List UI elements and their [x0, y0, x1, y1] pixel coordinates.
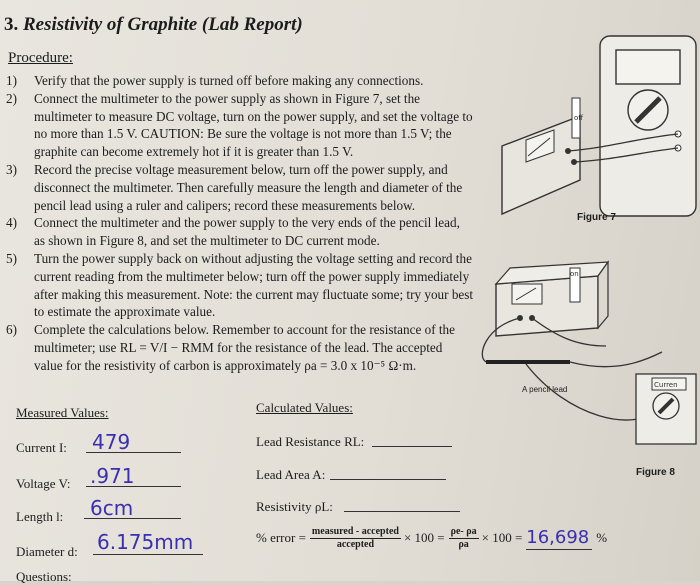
resistance-label: Lead Resistance RL:	[256, 434, 365, 449]
calculated-values-heading: Calculated Values:	[256, 400, 353, 415]
questions-heading: Questions:	[16, 569, 72, 584]
svg-text:Curren: Curren	[654, 381, 678, 389]
power-supply-body	[502, 116, 580, 214]
step-3: 3) Record the precise voltage measurement below, turn off the power supply, and disconnect the multimeter. Then carefully measure the length and diameter of the pencil lead using a ruler and calipers; record these measurements below.	[6, 161, 463, 213]
figure-8-diagram	[466, 256, 700, 456]
figure-7-diagram	[478, 28, 700, 228]
voltage-value: .971	[90, 464, 135, 488]
svg-text:on: on	[570, 270, 579, 278]
measured-values-heading: Measured Values:	[16, 405, 109, 420]
length-label: Length l:	[16, 509, 64, 524]
percent-error-field[interactable]	[526, 527, 592, 550]
length-field[interactable]	[84, 496, 181, 519]
multimeter-display	[616, 50, 680, 84]
figure-7-caption: Figure 7	[577, 212, 616, 223]
area-field[interactable]	[330, 465, 446, 480]
current-label: Current I:	[16, 440, 67, 455]
step-6: 6) Complete the calculations below. Remember to account for the resistance of the multimeter; use RL = V/I − RMM for the resistance of the lead. The accepted value for the resistivity of carbon is approximately ρa = 3.0 x 10⁻⁵ Ω·m.	[6, 322, 455, 373]
percent-error-value: 16,698	[526, 526, 590, 548]
diameter-value: 6.175mm	[97, 530, 194, 554]
step-4: 4) Connect the multimeter and the power supply to the very ends of the pencil lead, as shown in Figure 8, and set the multimeter to DC current mode.	[6, 215, 460, 249]
figure-8-caption: Figure 8	[636, 467, 675, 478]
resistance-field[interactable]	[372, 432, 452, 447]
pencil-lead	[486, 360, 570, 364]
step-2: 2) Connect the multimeter to the power supply as shown in Figure 7, set the multimeter to measure DC voltage, turn on the power supply, and set the voltage to no more than 1.5 V. CAUTION: Be sure the voltage is not more than 1.5 V; the graphite can become extremely hot if it is greater than 1.5 V.	[6, 90, 473, 160]
step-1: 1) Verify that the power supply is turned off before making any connections.	[6, 73, 424, 88]
fraction-rho: $\frac{\rho e- \rho a}{\rho a}$	[450, 525, 477, 550]
current-field[interactable]	[86, 430, 181, 453]
procedure-steps	[4, 72, 474, 375]
page-title: 3. Resistivity of Graphite (Lab Report)	[4, 14, 303, 35]
percent-error-formula: % error = $\frac{\text{measured - accepted}}{\text{accepted}}$ × 100 = $\frac{\rho e- \rho a}{\rho a}$ × 100 = 16,698 %	[256, 525, 608, 550]
diameter-label: Diameter d:	[16, 544, 78, 559]
resistivity-field[interactable]	[344, 497, 460, 512]
current-value: 479	[92, 430, 131, 454]
voltage-label: Voltage V:	[16, 476, 71, 491]
voltage-field[interactable]	[86, 464, 181, 487]
procedure-heading: Procedure:	[8, 50, 73, 66]
power-supply-box	[496, 276, 598, 336]
svg-text:off: off	[574, 114, 584, 122]
resistivity-label: Resistivity ρL:	[256, 499, 333, 514]
pencil-lead-label: A pencil lead	[522, 385, 568, 394]
fraction-measured-accepted: $\frac{\text{measured - accepted}}{\text{accepted}}$	[311, 525, 399, 550]
area-label: Lead Area A:	[256, 467, 326, 482]
diameter-field[interactable]	[93, 530, 203, 555]
length-value: 6cm	[90, 496, 134, 520]
step-5: 5) Turn the power supply back on without adjusting the voltage setting and record the current reading from the multimeter below; turn off the power supply immediately after making this measurement. Note: the current may fluctuate some; try your best to estimate the approximate value.	[6, 250, 474, 320]
